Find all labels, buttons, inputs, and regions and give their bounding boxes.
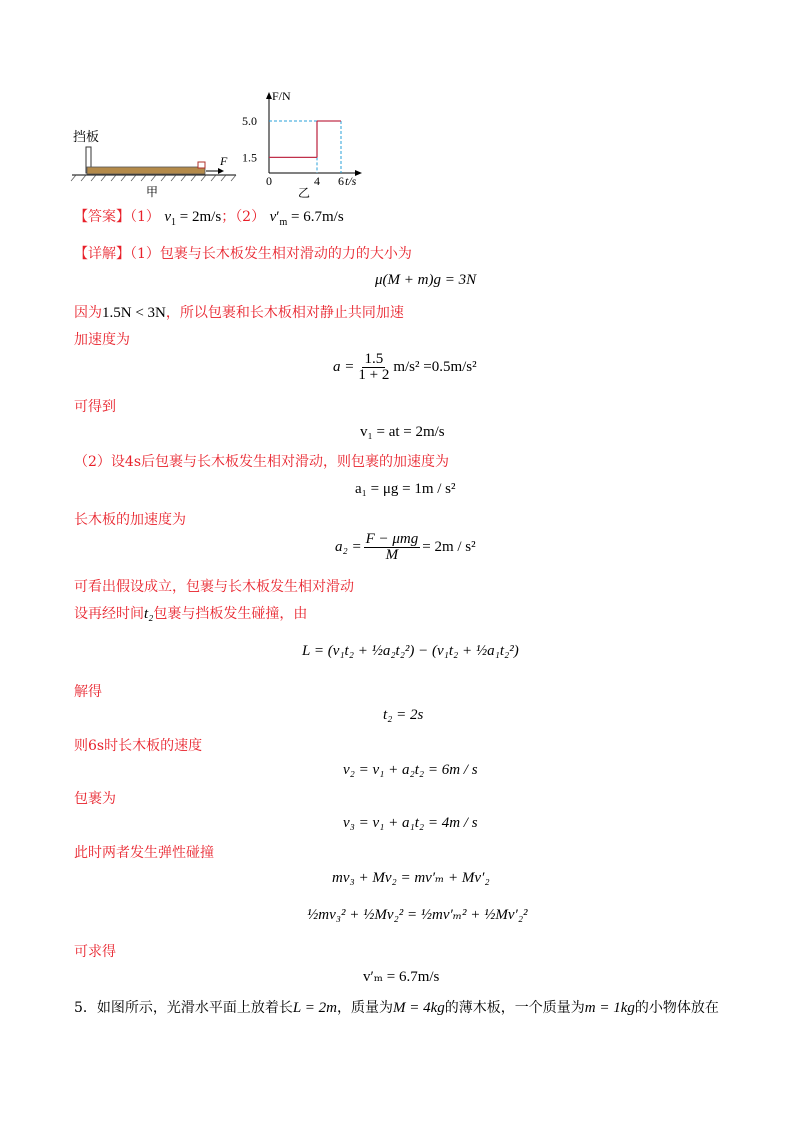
x-tick-label: 0 [266, 174, 272, 188]
answer-line: 【答案】（1） $v_1 = 2m/s$；（2） $v'_m = 6.7m/s$ [74, 209, 344, 228]
answer-tag: 【答案】 [74, 209, 130, 225]
equation-v1: v₁ = at = 2m/s [360, 424, 445, 440]
equation-t2: t₂ = 2s [383, 707, 424, 723]
equation-a2: a₂ = $\frac{\text{F − μmg}}{M}$ = 2m / s² [335, 531, 476, 563]
answer-part2: （2） [235, 209, 266, 225]
board-label: 挡板 [73, 129, 100, 144]
equation-friction: μ(M + m)g = 3N [375, 272, 477, 288]
x-axis-label: t/s [345, 174, 357, 188]
solution-line-6: 长木板的加速度为 [74, 512, 186, 528]
solution-line-12: 此时两者发生弹性碰撞 [74, 845, 214, 861]
equation-energy: ½mv₃² + ½Mv₂² = ½mv′ₘ² + ½Mv′₂² [307, 907, 528, 923]
figure-yi-chart [240, 88, 370, 198]
solution-line-1: 【详解】（1）包裹与长木板发生相对滑动的力的大小为 [74, 246, 412, 262]
force-arrow [218, 168, 224, 174]
solution-line-2: 因为1.5N < 3N，所以包裹和长木板相对静止共同加速 [74, 305, 404, 321]
long-board [87, 167, 205, 174]
force-label: F [220, 154, 228, 168]
solution-line-13: 可求得 [74, 944, 116, 960]
solution-line-11: 包裹为 [74, 791, 116, 807]
figure-jia-caption: 甲 [146, 185, 159, 199]
solution-line-4: 可得到 [74, 399, 116, 415]
y-axis-label: F/N [272, 89, 291, 103]
solution-line-10: 则6s时长木板的速度 [74, 738, 203, 754]
equation-a1: a₁ = μg = 1m / s² [355, 481, 456, 497]
figure-yi-caption: 乙 [298, 186, 311, 198]
package [198, 162, 205, 168]
answer-v1: = 2m/s [179, 209, 222, 225]
answer-part1: （1） [130, 209, 160, 225]
figure-jia [70, 125, 240, 200]
x-tick-label: 4 [314, 174, 320, 188]
y-tick-label: 5.0 [242, 114, 257, 128]
equation-acceleration: a = $\frac{1.5}{1 + 2}$ m/s² =0.5m/s² [333, 351, 477, 383]
solution-tag: 【详解】 [74, 246, 130, 262]
answer-sep: ； [221, 209, 236, 225]
equation-length: L = (v₁t₂ + ½a₂t₂²) − (v₁t₂ + ½a₁t₂²) [302, 643, 519, 659]
answer-vm: = 6.7m/s [291, 209, 344, 225]
equation-momentum: mv₃ + Mv₂ = mv′ₘ + Mv′₂ [332, 870, 490, 886]
x-tick-label: 6 [338, 174, 344, 188]
equation-v3: v₃ = v₁ + a₁t₂ = 4m / s [343, 815, 478, 831]
solution-line-5: （2）设4s后包裹与长木板发生相对滑动，则包裹的加速度为 [74, 454, 449, 470]
y-tick-label: 1.5 [242, 150, 257, 165]
solution-line-3: 加速度为 [74, 332, 130, 348]
solution-line-8: 设再经时间t₂包裹与挡板发生碰撞，由 [74, 606, 308, 622]
solution-line-7: 可看出假设成立，包裹与长木板发生相对滑动 [74, 579, 354, 595]
equation-vm: v′ₘ = 6.7m/s [363, 969, 440, 985]
question-5: 5．如图所示，光滑水平面上放着长L = 2m，质量为M = 4kg的薄木板，一个质量为m = 1kg的小物体放在 [74, 1000, 719, 1016]
solution-line-9: 解得 [74, 684, 102, 700]
equation-v2: v₂ = v₁ + a₂t₂ = 6m / s [343, 762, 478, 778]
